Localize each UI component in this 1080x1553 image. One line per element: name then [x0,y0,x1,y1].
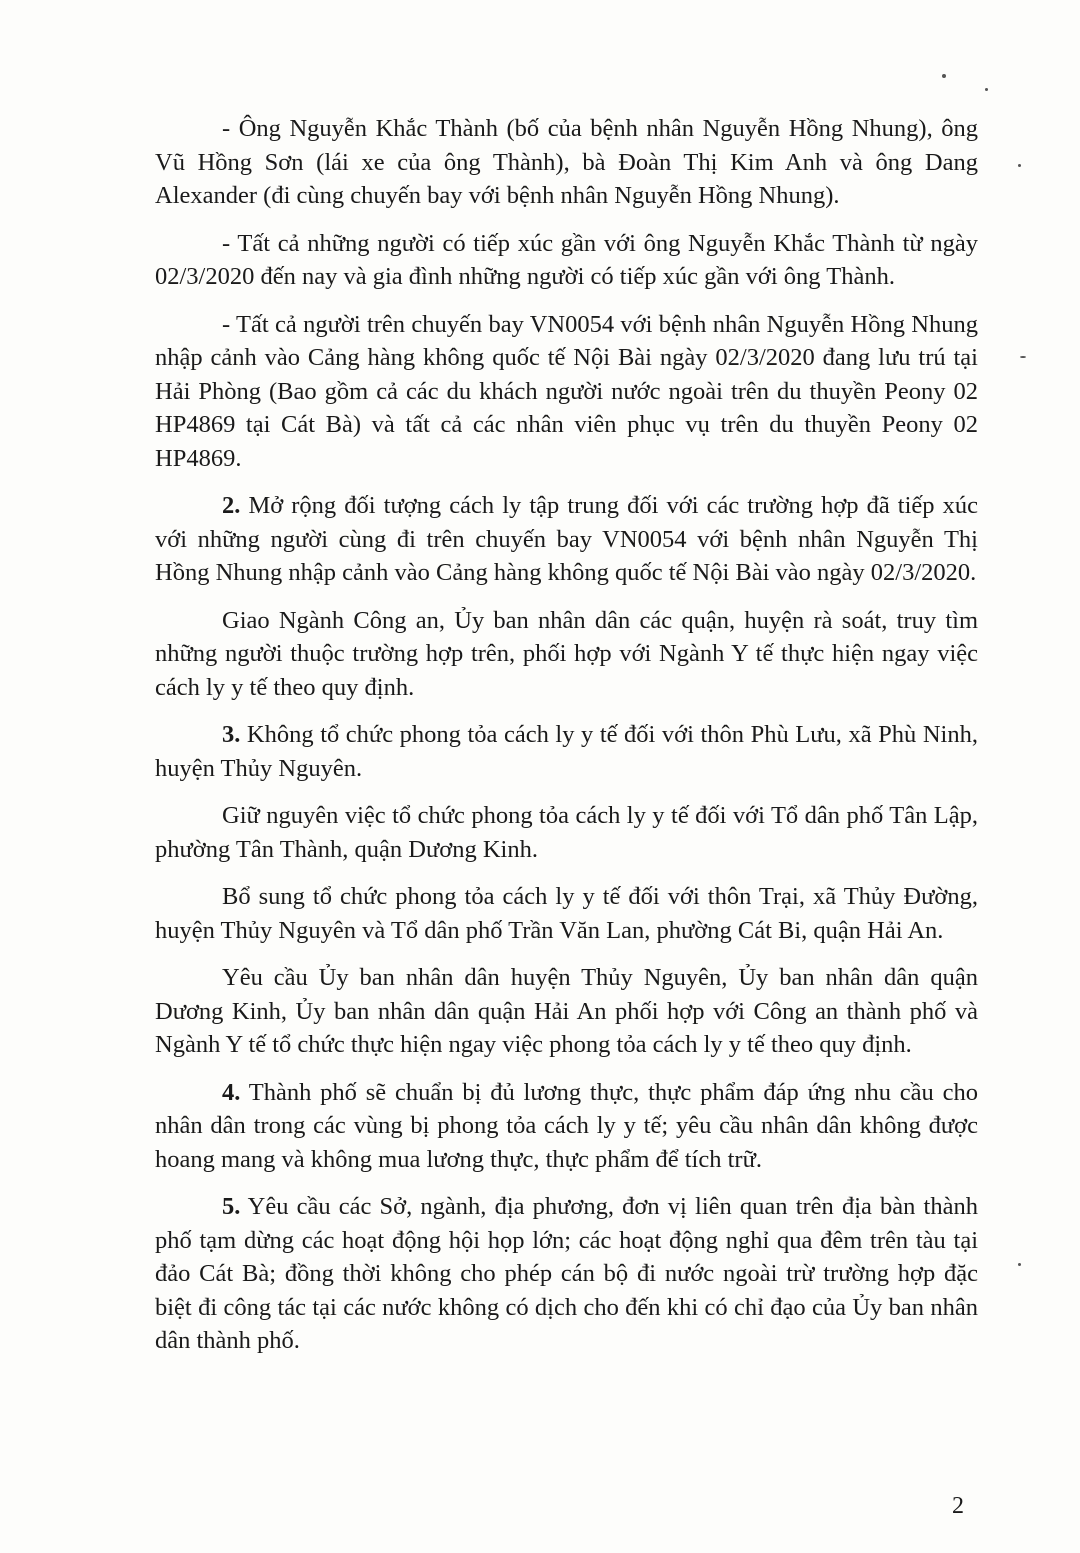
paragraph-text: Yêu cầu Ủy ban nhân dân huyện Thủy Nguyên, Ủy ban nhân dân quận Dương Kinh, Ủy ban nhân dân quận Hải An phối hợp với Công an thành phố và Ngành Y tế tổ chức thực hiện ngay việc phong tỏa cách ly y tế theo quy định. [155,964,978,1058]
paragraph-item-3 [155,718,978,785]
paragraph-text: Mở rộng đối tượng cách ly tập trung đối với các trường hợp đã tiếp xúc với những người cùng đi trên chuyến bay VN0054 với bệnh nhân Nguyễn Thị Hồng Nhung nhập cảnh vào Cảng hàng không quốc tế Nội Bài vào ngày 02/3/2020. [155,492,978,586]
document-body [155,112,978,1372]
paragraph-request-districts [155,961,978,1062]
scan-speck [942,74,946,78]
paragraph-add-lockdown [155,880,978,947]
paragraph-text: Bổ sung tổ chức phong tỏa cách ly y tế đối với thôn Trại, xã Thủy Đường, huyện Thủy Nguyên và Tổ dân phố Trần Văn Lan, phường Cát Bi, quận Hải An. [155,883,978,944]
paragraph-item-5 [155,1190,978,1358]
item-number: 5. [222,1193,241,1220]
paragraph-text: - Tất cả những người có tiếp xúc gần với ông Nguyễn Khắc Thành từ ngày 02/3/2020 đến nay và gia đình những người có tiếp xúc gần với ông Thành. [155,229,978,290]
paragraph-assignment-police [155,604,978,705]
paragraph-text: Không tổ chức phong tỏa cách ly y tế đối với thôn Phù Lưu, xã Phù Ninh, huyện Thủy Nguyên. [155,721,978,782]
paragraph-item-2 [155,489,978,590]
paragraph-item-4 [155,1076,978,1177]
scan-speck [1018,164,1021,167]
paragraph-text: Yêu cầu các Sở, ngành, địa phương, đơn vị liên quan trên địa bàn thành phố tạm dừng các hoạt động hội họp lớn; các hoạt động nghỉ qua đêm trên tàu tại đảo Cát Bà; đồng thời không cho phép cán bộ đi nước ngoài trừ trường hợp đặc biệt đi công tác tại các nước không có dịch cho đến khi có chỉ đạo của Ủy ban nhân dân thành phố. [155,1193,978,1354]
scan-speck [985,88,988,91]
paragraph-bullet-contacts [155,227,978,294]
scan-speck [1020,356,1026,358]
paragraph-text: Giao Ngành Công an, Ủy ban nhân dân các quận, huyện rà soát, truy tìm những người thuộc trường hợp trên, phối hợp với Ngành Y tế thực hiện ngay việc cách ly y tế theo quy định. [155,606,978,701]
item-number: 2. [222,492,241,519]
paragraph-text: - Tất cả người trên chuyến bay VN0054 với bệnh nhân Nguyễn Hồng Nhung nhập cảnh vào Cảng hàng không quốc tế Nội Bài ngày 02/3/2020 đang lưu trú tại Hải Phòng (Bao gồm cả các du khách người nước ngoài trên du thuyền Peony 02 HP4869 tại Cát Bà) và tất cả các nhân viên phục vụ trên du thuyền Peony 02 HP4869. [155,310,978,472]
scan-speck [1018,1263,1021,1266]
item-number: 3. [222,721,241,748]
paragraph-bullet-persons [155,112,978,213]
paragraph-text: Giữ nguyên việc tổ chức phong tỏa cách ly y tế đối với Tổ dân phố Tân Lập, phường Tân Thành, quận Dương Kinh. [155,802,978,863]
paragraph-text: Thành phố sẽ chuẩn bị đủ lương thực, thực phẩm đáp ứng nhu cầu cho nhân dân trong các vùng bị phong tỏa cách ly y tế; yêu cầu nhân dân không được hoang mang và không mua lương thực, thực phẩm để tích trữ. [155,1078,978,1173]
paragraph-text: - Ông Nguyễn Khắc Thành (bố của bệnh nhân Nguyễn Hồng Nhung), ông Vũ Hồng Sơn (lái xe của ông Thành), bà Đoàn Thị Kim Anh và ông Dang Alexander (đi cùng chuyến bay với bệnh nhân Nguyễn Hồng Nhung). [155,115,978,209]
item-number: 4. [222,1078,241,1106]
page-number: 2 [952,1493,964,1519]
paragraph-bullet-flight [155,308,978,476]
paragraph-keep-lockdown [155,799,978,866]
